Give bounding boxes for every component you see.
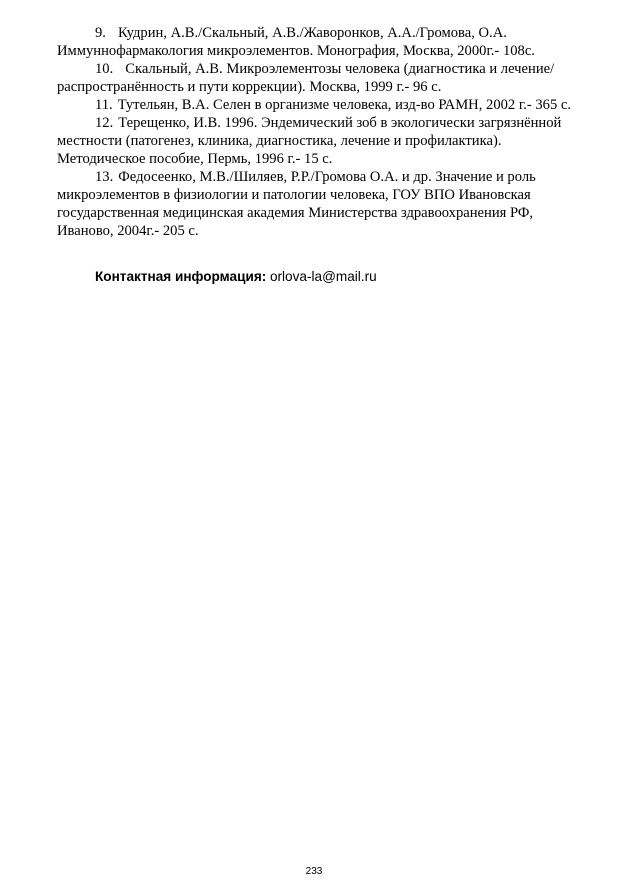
reference-text: Терещенко, И.В. 1996. Эндемический зоб в экологически загрязнённой местности (патогенез, клиника, диагностика, лечение и профилактика). Методическое пособие, Пермь, 1996 г.- 15 с.	[57, 115, 562, 167]
reference-text: Федосеенко, М.В./Шиляев, Р.Р./Громова О.А. и др. Значение и роль микроэлементов в физиологии и патологии человека, ГОУ ВПО Ивановская государственная медицинская академия Министерства здравоохранения РФ, Иваново, 2004г.- 205 с.	[57, 169, 536, 239]
reference-item-10	[57, 60, 587, 96]
contact-label: Контактная информация:	[95, 269, 267, 284]
reference-number: 10.	[95, 61, 114, 77]
reference-number: 9.	[95, 25, 106, 41]
reference-item-13	[57, 168, 587, 240]
reference-item-12	[57, 114, 587, 168]
reference-item-9	[57, 24, 587, 60]
contact-info	[95, 268, 377, 286]
reference-text: Скальный, А.В. Микроэлементозы человека (диагностика и лечение/распространённость и пути коррекции). Москва, 1999 г.- 96 с.	[57, 61, 555, 95]
contact-email: orlova-la@mail.ru	[269, 269, 377, 284]
reference-item-11	[57, 96, 587, 114]
reference-text: Кудрин, А.В./Скальный, А.В./Жаворонков, А.А./Громова, О.А. Иммуннофармакология микроэлементов. Монография, Москва, 2000г.- 108с.	[57, 25, 535, 59]
reference-number: 13.	[95, 169, 114, 185]
reference-text: Тутельян, В.А. Селен в организме человека, изд-во РАМН, 2002 г.- 365 с.	[117, 97, 572, 113]
reference-list	[57, 24, 587, 240]
reference-number: 11.	[95, 97, 113, 113]
page-number: 233	[305, 866, 323, 877]
reference-number: 12.	[95, 115, 114, 131]
